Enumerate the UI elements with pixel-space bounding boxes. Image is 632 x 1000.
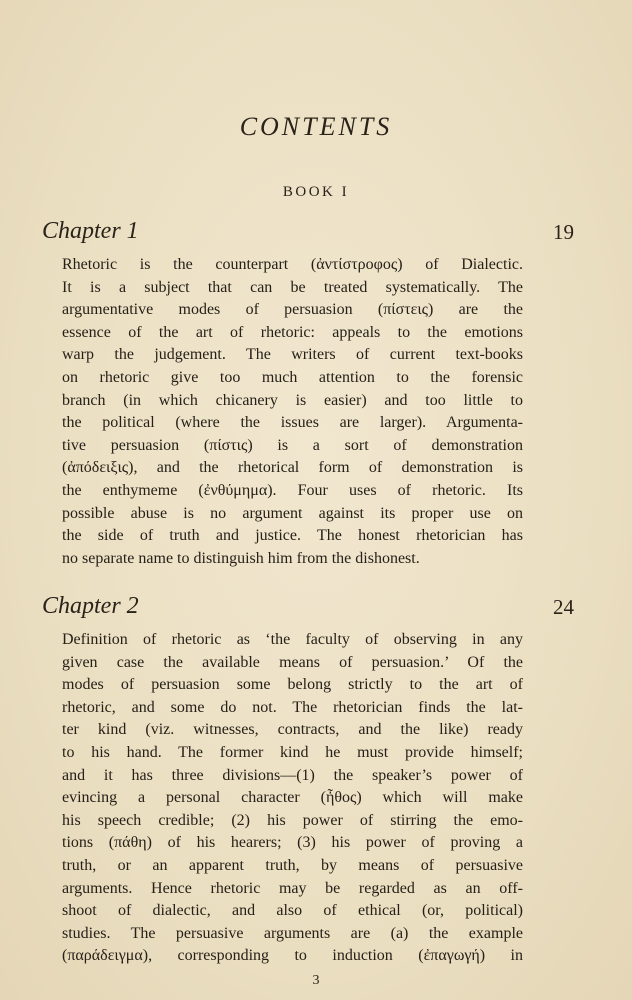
summary-line: branch (in which chicanery is easier) and too little to [62,391,523,409]
summary-line: his speech credible; (2) his power of stirring the emo- [62,811,523,829]
page-number: 3 [312,973,320,988]
summary-line: the side of truth and justice. The honest rhetorician has [62,527,523,545]
summary-line: ter kind (viz. witnesses, contracts, and the like) ready [62,721,523,739]
summary-line: studies. The persuasive arguments are (a) the example [62,924,523,942]
summary-line: the political (where the issues are larger). Argumenta- [62,414,523,432]
summary-line: argumentative modes of persuasion (πίστεις) are the [62,301,523,319]
chapter-page-number: 19 [553,220,574,244]
summary-line: on rhetoric give too much attention to the forensic [62,368,523,386]
summary-line: no separate name to distinguish him from the dishonest. [62,549,420,567]
chapter-title: Chapter 1 [42,218,139,244]
summary-line: tive persuasion (πίστις) is a sort of demonstration [62,436,523,454]
chapter-page-number: 24 [553,595,574,619]
summary-line: warp the judgement. The writers of current text-books [62,346,523,364]
summary-line: shoot of dialectic, and also of ethical (or, political) [62,902,523,920]
summary-line: essence of the art of rhetoric: appeals to the emotions [62,323,523,341]
chapter-1-summary [62,254,523,570]
chapter-1-heading [42,218,574,248]
summary-line: truth, or an apparent truth, by means of persuasive [62,856,523,874]
page-heading: CONTENTS [239,112,393,141]
chapter-2-summary [62,629,523,968]
summary-line: given case the available means of persuasion.’ Of the [62,653,523,671]
summary-line: possible abuse is no argument against its proper use on [62,504,523,522]
summary-line: arguments. Hence rhetoric may be regarded as an off- [62,879,523,897]
chapter-2-heading [42,593,574,623]
summary-line: (ἀπόδειξις), and the rhetorical form of demonstration is [62,459,523,477]
summary-line: Definition of rhetoric as ‘the faculty of observing in any [62,631,523,648]
summary-line: (παράδειγμα), corresponding to induction (ἐπαγωγή) in [62,947,523,965]
summary-line: the enthymeme (ἐνθύμημα). Four uses of rhetoric. Its [62,481,523,499]
summary-line: to his hand. The former kind he must provide himself; [62,743,523,761]
summary-line: tions (πάθη) of his hearers; (3) his power of proving a [62,834,523,852]
summary-line: and it has three divisions—(1) the speaker’s power of [62,766,523,784]
summary-line: evincing a personal character (ἦθος) which will make [62,789,523,807]
summary-line: It is a subject that can be treated systematically. The [62,278,523,296]
book-heading: BOOK I [282,184,350,200]
summary-line: rhetoric, and some do not. The rhetorician finds the lat- [62,698,523,716]
summary-line: Rhetoric is the counterpart (ἀντίστροφος) of Dialectic. [62,256,523,273]
chapter-title: Chapter 2 [42,593,139,619]
summary-line: modes of persuasion some belong strictly to the art of [62,676,523,694]
